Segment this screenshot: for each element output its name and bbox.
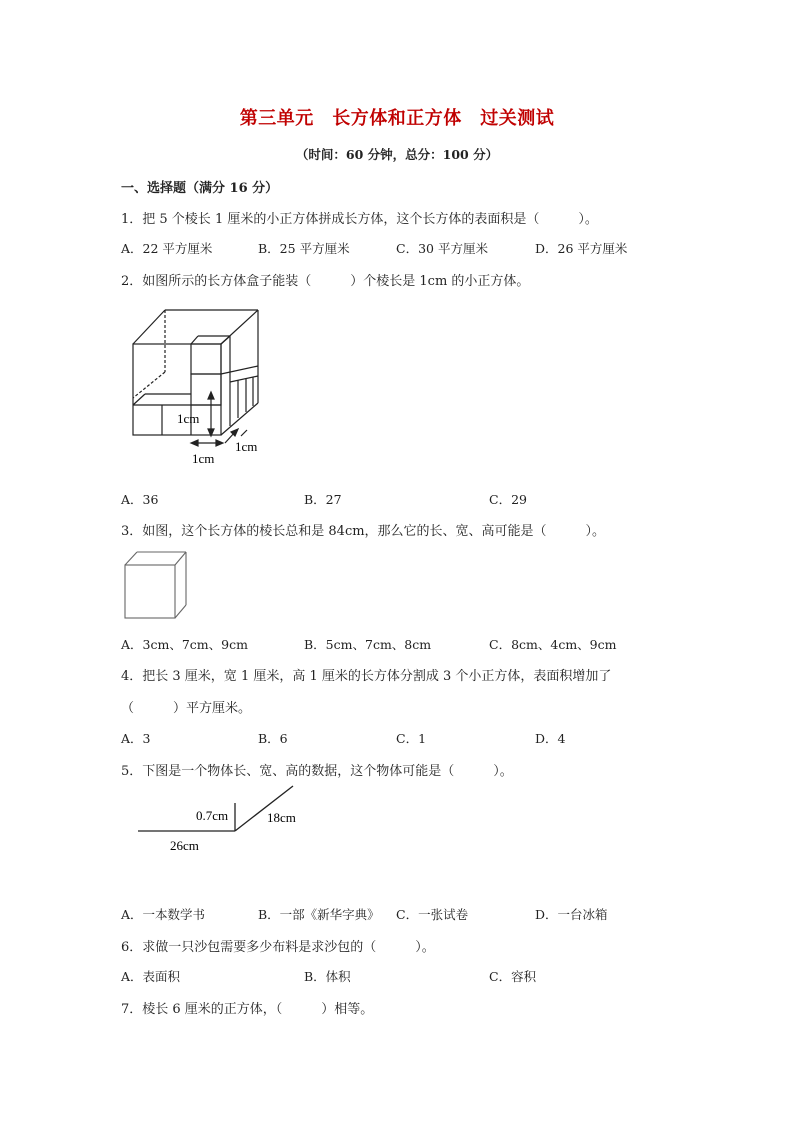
width-dimension-label: 18cm <box>267 810 296 825</box>
depth-label: 1cm <box>235 439 258 454</box>
q1-option-b[interactable]: B．25 平方厘米 <box>258 241 350 256</box>
question-1-text: 1．把 5 个棱长 1 厘米的小正方体拼成长方体，这个长方体的表面积是（ ）。 <box>121 212 598 227</box>
page-title: 第三单元 长方体和正方体 过关测试 <box>239 108 555 129</box>
box-with-cubes-figure <box>125 300 270 470</box>
q2-option-a[interactable]: A．36 <box>121 492 159 507</box>
exam-info: （时间：60 分钟，总分：100 分） <box>295 147 499 162</box>
height-label: 1cm <box>177 411 200 426</box>
width-label: 1cm <box>192 451 215 466</box>
q3-option-c[interactable]: C．8cm、4cm、9cm <box>489 637 617 652</box>
q5-option-b[interactable]: B．一部《新华字典》 <box>258 907 380 922</box>
q3-option-b[interactable]: B．5cm、7cm、8cm <box>304 637 432 652</box>
q4-option-b[interactable]: B．6 <box>258 731 288 746</box>
q5-option-d[interactable]: D．一台冰箱 <box>535 907 608 922</box>
height-dimension-label: 0.7cm <box>196 808 229 823</box>
q6-option-a[interactable]: A．表面积 <box>121 969 181 984</box>
question-2-text: 2．如图所示的长方体盒子能装（ ）个棱长是 1cm 的小正方体。 <box>121 274 530 289</box>
q1-option-d[interactable]: D．26 平方厘米 <box>535 241 628 256</box>
question-5-text: 5．下图是一个物体长、宽、高的数据，这个物体可能是（ ）。 <box>121 764 513 779</box>
q5-option-a[interactable]: A．一本数学书 <box>121 907 206 922</box>
q2-option-c[interactable]: C．29 <box>489 492 527 507</box>
q4-option-c[interactable]: C．1 <box>396 731 427 746</box>
q4-option-d[interactable]: D．4 <box>535 731 566 746</box>
q1-option-c[interactable]: C．30 平方厘米 <box>396 241 488 256</box>
dimensions-figure <box>130 780 320 856</box>
question-3-text: 3．如图，这个长方体的棱长总和是 84cm，那么它的长、宽、高可能是（ ）。 <box>121 524 606 539</box>
cuboid-figure <box>120 548 192 622</box>
question-4-text-line1: 4．把长 3 厘米，宽 1 厘米，高 1 厘米的长方体分割成 3 个小正方体，表面积增加了 <box>121 669 612 684</box>
question-6-text: 6．求做一只沙包需要多少布料是求沙包的（ ）。 <box>121 940 435 955</box>
q6-option-b[interactable]: B．体积 <box>304 969 351 984</box>
q5-option-c[interactable]: C．一张试卷 <box>396 907 469 922</box>
q6-option-c[interactable]: C．容积 <box>489 969 537 984</box>
question-4-text-line2: （ ）平方厘米。 <box>121 701 252 716</box>
q1-option-a[interactable]: A．22 平方厘米 <box>121 241 213 256</box>
q3-option-a[interactable]: A．3cm、7cm、9cm <box>121 637 248 652</box>
q2-option-b[interactable]: B．27 <box>304 492 342 507</box>
question-7-text: 7．棱长 6 厘米的正方体，（ ）相等。 <box>121 1002 374 1017</box>
q4-option-a[interactable]: A．3 <box>121 731 151 746</box>
length-dimension-label: 26cm <box>170 838 199 853</box>
section-heading: 一、选择题（满分 16 分） <box>121 181 279 196</box>
